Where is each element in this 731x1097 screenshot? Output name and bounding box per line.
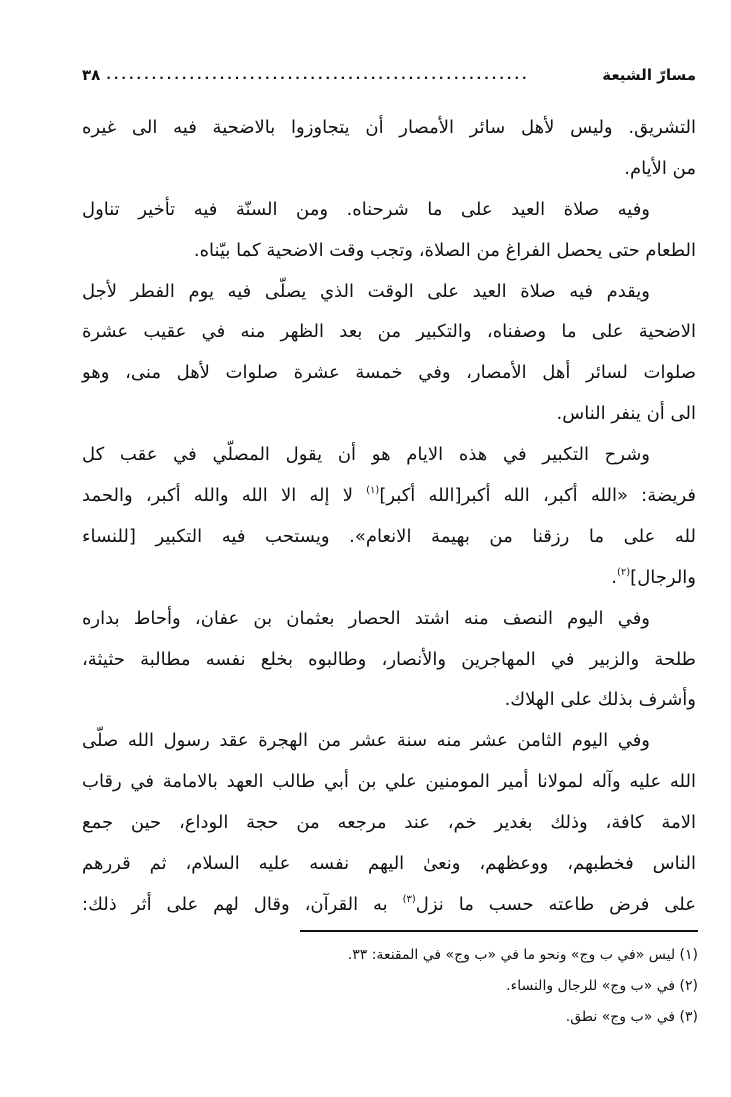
text-line <box>82 721 696 762</box>
line-text: الى أن ينفر الناس. <box>556 403 696 425</box>
line-text: طلحة والزبير في المهاجرين والأنصار، وطالبوه بخلع نفسه مطالبة حثيثة، <box>82 648 696 670</box>
line-text: وأشرف بذلك على الهلاك. <box>504 689 696 711</box>
footnotes <box>300 940 698 1033</box>
line-text: فريضة: «الله أكبر، الله أكبر[الله أكبر] <box>379 485 696 507</box>
text-line <box>82 885 696 926</box>
line-text-continued: به القرآن، وقال لهم على أثر ذلك: <box>82 893 403 915</box>
book-title: مسارّ الشيعة <box>602 66 696 84</box>
line-text-continued: . <box>611 566 617 588</box>
line-text: صلوات لسائر أهل الأمصار، وفي خمسة عشرة صلوات لأهل منى، وهو <box>82 362 696 384</box>
line-text: الطعام حتى يحصل الفراغ من الصلاة، وتجب وقت الاضحية كما بيّناه. <box>193 239 696 261</box>
text-line <box>82 680 696 721</box>
footnote: (١) ليس «في ب وج» ونحو ما في «ب وج» في المقنعة: ٣٣. <box>347 947 698 963</box>
text-line <box>82 312 696 353</box>
text-line <box>82 762 696 803</box>
line-text: الامة كافة، وذلك بغدير خم، عند مرجعه من حجة الوداع، حين جمع <box>82 812 696 834</box>
text-line <box>82 272 696 313</box>
line-text: وفي اليوم النصف منه اشتد الحصار بعثمان بن عفان، وأحاط بداره <box>82 607 650 629</box>
leader-dots: ........................................................ <box>106 68 530 82</box>
text-line <box>82 517 696 558</box>
footnote-marker: (٣) <box>402 893 416 905</box>
body-text <box>82 108 696 926</box>
text-line <box>82 190 696 231</box>
footnote: (٣) في «ب وج» نطق. <box>565 1009 698 1025</box>
line-text: وفي اليوم الثامن عشر منه سنة عشر من الهجرة عقد رسول الله صلّى <box>82 730 650 752</box>
line-text: ويقدم فيه صلاة العيد على الوقت الذي يصلّى فيه يوم الفطر لأجل <box>82 280 650 302</box>
text-line <box>82 599 696 640</box>
page-number: ٣٨ <box>82 66 101 84</box>
line-text: الناس فخطبهم، ووعظهم، ونعىٰ اليهم نفسه عليه السلام، ثم قررهم <box>82 853 696 875</box>
running-header <box>82 62 696 88</box>
text-line <box>82 640 696 681</box>
text-line <box>82 844 696 885</box>
footnote: (٢) في «ب وج» للرجال والنساء. <box>506 978 698 994</box>
line-text: والرجال] <box>630 566 696 588</box>
line-text: الاضحية على ما وصفناه، والتكبير من بعد الظهر منه في عقيب عشرة <box>82 321 696 343</box>
text-line <box>82 231 696 272</box>
line-text: من الأيام. <box>624 157 696 179</box>
line-text: لله على ما رزقنا من بهيمة الانعام». ويستحب فيه التكبير [للنساء <box>82 525 696 547</box>
text-line <box>82 353 696 394</box>
text-line <box>82 435 696 476</box>
text-line <box>82 476 696 517</box>
text-line <box>82 558 696 599</box>
line-text: التشريق. وليس لأهل سائر الأمصار أن يتجاوزوا بالاضحية فيه الى غيره <box>82 117 696 138</box>
text-line <box>82 108 696 149</box>
footnote-marker: (٢) <box>616 566 631 578</box>
footnote-marker: (١) <box>366 485 380 497</box>
text-line <box>82 149 696 190</box>
footnote-divider <box>300 930 698 932</box>
text-line <box>82 394 696 435</box>
line-text: الله عليه وآله لمولانا أمير المومنين علي بن أبي طالب العهد بالامامة في رقاب <box>82 771 696 793</box>
text-line <box>82 803 696 844</box>
line-text: على فرض طاعته حسب ما نزل <box>415 893 696 915</box>
line-text: وشرح التكبير في هذه الايام هو أن يقول المصلّي في عقب كل <box>82 444 650 466</box>
line-text: وفيه صلاة العيد على ما شرحناه. ومن السنّة فيه تأخير تناول <box>82 198 650 220</box>
line-text-continued: لا إله الا الله والله أكبر، والحمد <box>82 485 367 507</box>
